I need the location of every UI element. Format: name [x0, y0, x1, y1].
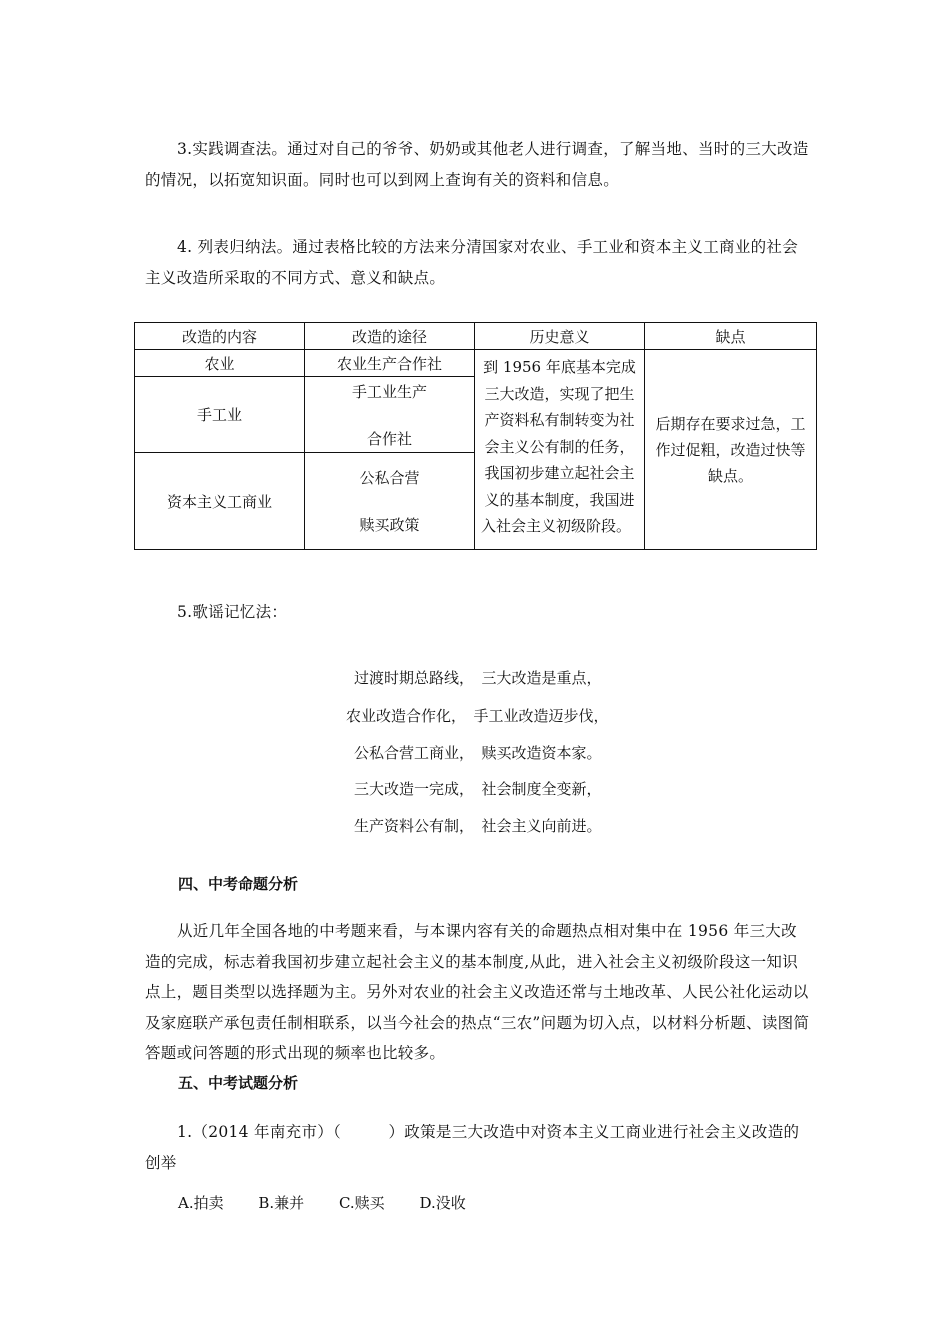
rhyme-line: 农业改造合作化， 手工业改造迈步伐，	[346, 707, 609, 725]
section-4-body: 从近几年全国各地的中考题来看，与本课内容有关的命题热点相对集中在 1956 年三大改造的完成，标志着我国初步建立起社会主义的基本制度,从此，进入社会主义初级阶段这一知识点上，题目类型以选择题为主。另外对农业的社会主义改造还常与土地改革、人民公社化运动以及家庭联产承包责任制相联系，以当今社会的热点“三农”问题为切入点，以材料分析题、读图简答题或问答题的形式出现的频率也比较多。	[145, 922, 810, 1062]
table-row	[135, 350, 817, 377]
comparison-table	[134, 322, 817, 550]
exam-question: 1.（2014 年南充市）（ ）政策是三大改造中对资本主义工商业进行社会主义改造的创举	[145, 1123, 800, 1172]
option-c: C.赎买	[338, 1194, 385, 1212]
rhyme-line: 生产资料公有制， 社会主义向前进。	[354, 817, 602, 835]
rhyme-line: 三大改造一完成， 社会制度全变新，	[354, 780, 602, 798]
table-header-cell: 历史意义	[475, 323, 645, 350]
method-line: 公私合营	[359, 469, 420, 487]
table-cell-content: 资本主义工商业	[135, 453, 305, 550]
option-b: B.兼并	[258, 1194, 305, 1212]
table-header-cell: 改造的途径	[305, 323, 475, 350]
rhyme-line: 公私合营工商业， 赎买改造资本家。	[354, 744, 602, 762]
table-cell-method: 农业生产合作社	[305, 350, 475, 377]
table-cell-content: 农业	[135, 350, 305, 377]
section-4-heading: 四、中考命题分析	[178, 875, 299, 893]
method-line: 合作社	[366, 429, 412, 448]
method-line: 赎买政策	[359, 516, 420, 534]
method-4-paragraph: 4. 列表归纳法。通过表格比较的方法来分清国家对农业、手工业和资本主义工商业的社会主义改造所采取的不同方式、意义和缺点。	[145, 238, 799, 287]
table-cell-method	[305, 377, 475, 453]
method-3-paragraph: 3.实践调查法。通过对自己的爷爷、奶奶或其他老人进行调查，了解当地、当时的三大改造的情况，以拓宽知识面。同时也可以到网上查询有关的资料和信息。	[145, 140, 809, 189]
option-d: D.没收	[419, 1194, 466, 1212]
table-header-row	[135, 323, 817, 350]
method-5-heading: 5.歌谣记忆法：	[177, 603, 288, 621]
table-cell-content: 手工业	[135, 377, 305, 453]
option-a: A.拍卖	[178, 1194, 224, 1212]
rhyme-line: 过渡时期总路线， 三大改造是重点，	[354, 669, 602, 687]
table-cell-defect: 后期存在要求过急，工作过促粗，改造过快等缺点。	[645, 350, 817, 550]
table-cell-significance: 到 1956 年底基本完成三大改造，实现了把生产资料私有制转变为社会主义公有制的任务，我国初步建立起社会主义的基本制度，我国进入社会主义初级阶段。	[475, 350, 645, 550]
method-line: 手工业生产	[351, 382, 427, 401]
answer-options	[178, 1192, 496, 1213]
table-header-cell: 改造的内容	[135, 323, 305, 350]
table-header-cell: 缺点	[645, 323, 817, 350]
section-5-heading: 五、中考试题分析	[178, 1074, 299, 1092]
table-cell-method	[305, 453, 475, 550]
